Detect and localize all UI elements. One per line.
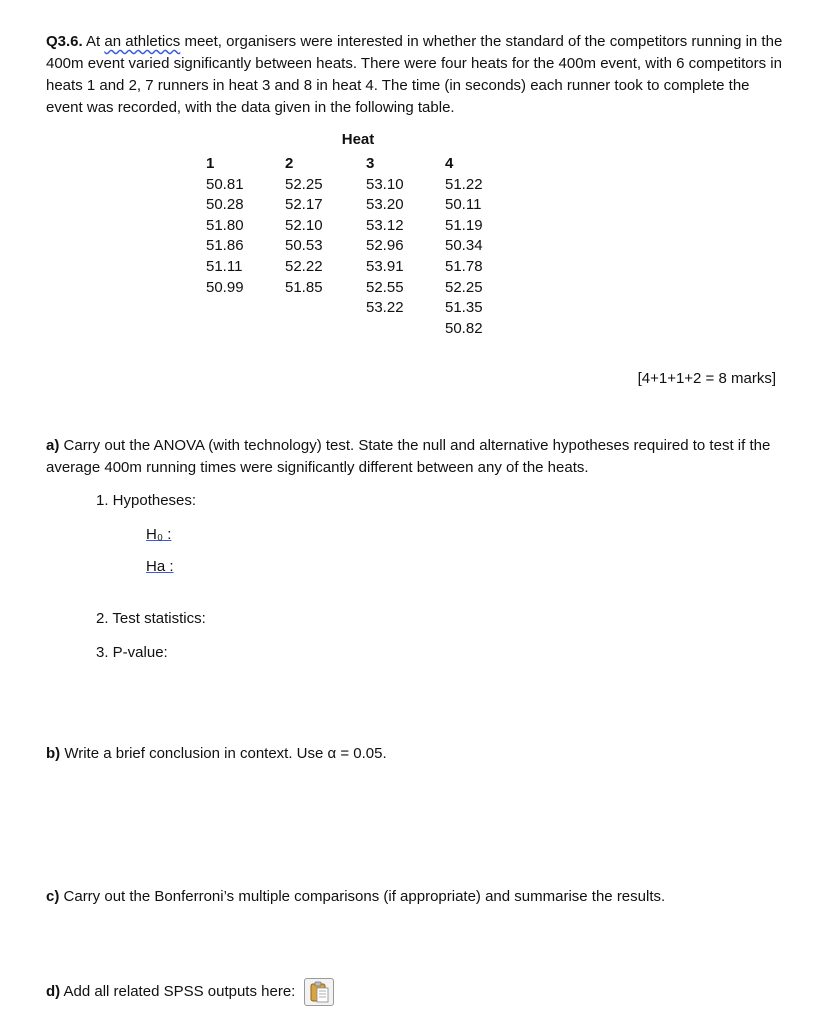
- table-cell: 52.10: [285, 216, 323, 234]
- table-cell: 51.80: [206, 216, 244, 234]
- item-test-statistics: 2. Test statistics:: [96, 610, 206, 627]
- intro-text: meet, organisers were interested in whether the standard of the competitors running in the 400m event varied significantly between heats. There were four heats for the 400m event, with 6 competitors in heats 1 and 2, 7 runners in heat 3 and 8 in heat 4. The time (in seconds) each runner took to complete the event was recorded, with the data given in the following table.: [46, 33, 783, 116]
- table-column-4: [445, 154, 505, 339]
- part-c-text: Carry out the Bonferroni’s multiple comparisons (if appropriate) and summarise the results.: [63, 888, 666, 905]
- part-c: [46, 886, 786, 908]
- table-cell: 50.11: [445, 196, 482, 214]
- part-a-label: a): [46, 437, 60, 454]
- clipboard-icon[interactable]: [304, 978, 334, 1006]
- part-b: [46, 743, 786, 765]
- table-cell: 50.34: [445, 237, 483, 255]
- table-cell: 51.11: [206, 257, 243, 275]
- table-cell: 53.22: [366, 299, 404, 317]
- table-cell: 50.81: [206, 175, 244, 193]
- part-b-text: Write a brief conclusion in context. Use α = 0.05.: [64, 745, 387, 762]
- alt-hypothesis-field[interactable]: Ha :: [146, 558, 174, 575]
- null-hypothesis-field[interactable]: H₀ :: [146, 526, 172, 543]
- table-cell: 53.91: [366, 257, 404, 275]
- table-cell: 50.53: [285, 237, 323, 255]
- table-cell: 51.19: [445, 216, 483, 234]
- table-cell: 52.25: [285, 175, 323, 193]
- table-cell: 53.12: [366, 216, 404, 234]
- table-cell: 51.22: [445, 175, 483, 193]
- item-p-value: 3. P-value:: [96, 644, 168, 661]
- column-header: 4: [445, 155, 454, 172]
- table-cell: 50.82: [445, 319, 483, 337]
- table-cell: 51.85: [285, 278, 323, 296]
- table-cell: 53.20: [366, 196, 404, 214]
- table-cell: 53.10: [366, 175, 404, 193]
- intro-pre: At: [86, 33, 101, 50]
- marks-label: [4+1+1+2 = 8 marks]: [637, 370, 776, 387]
- question-intro: [46, 31, 786, 119]
- item-hypotheses: 1. Hypotheses:: [96, 492, 197, 509]
- table-column-1: [206, 154, 266, 298]
- part-c-label: c): [46, 888, 60, 905]
- table-group-label: Heat: [341, 131, 375, 148]
- part-b-label: b): [46, 745, 61, 762]
- intro-underlined: an athletics: [104, 33, 181, 50]
- table-cell: 52.96: [366, 237, 404, 255]
- part-a-text: Carry out the ANOVA (with technology) test. State the null and alternative hypotheses required to test if the average 400m running times were significantly different between any of the heats.: [46, 437, 771, 476]
- part-d-text: Add all related SPSS outputs here:: [63, 982, 296, 1000]
- table-cell: 51.86: [206, 237, 244, 255]
- table-cell: 52.17: [285, 196, 323, 214]
- table-column-2: [285, 154, 345, 298]
- table-cell: 51.78: [445, 257, 483, 275]
- table-cell: 52.25: [445, 278, 483, 296]
- table-cell: 52.22: [285, 257, 323, 275]
- table-cell: 50.28: [206, 196, 244, 214]
- column-header: 1: [206, 155, 215, 172]
- table-cell: 52.55: [366, 278, 404, 296]
- table-cell: 51.35: [445, 299, 483, 317]
- table-column-3: [366, 154, 426, 319]
- table-cell: 50.99: [206, 278, 244, 296]
- part-d-label: d): [46, 982, 61, 1000]
- column-header: 2: [285, 155, 294, 172]
- column-header: 3: [366, 155, 375, 172]
- part-a: [46, 435, 786, 479]
- question-number: Q3.6.: [46, 33, 83, 50]
- part-d: [46, 978, 786, 1006]
